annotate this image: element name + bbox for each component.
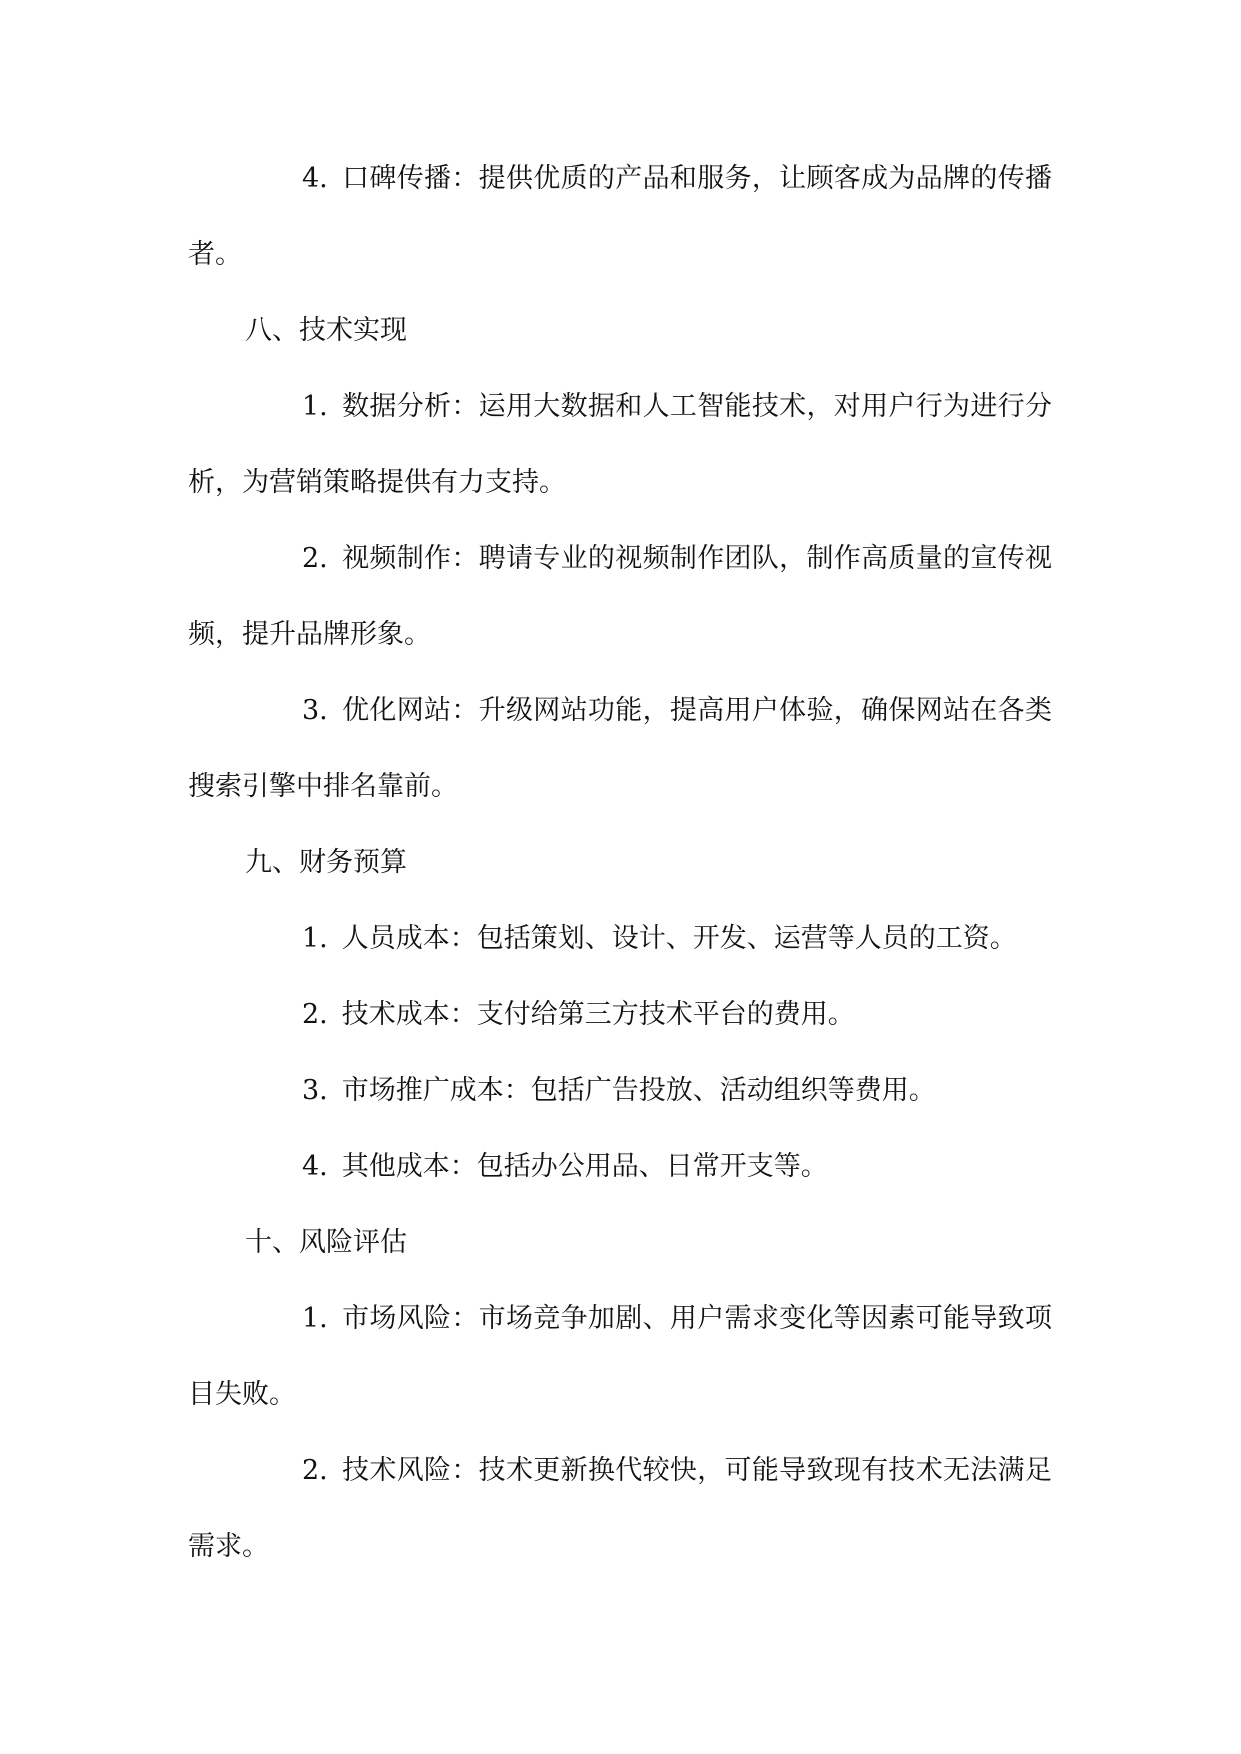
list-number: 3. [302, 1075, 328, 1106]
heading-text: 十、风险评估 [245, 1227, 407, 1258]
list-item-staff-cost [188, 901, 1052, 977]
paragraph-text: 技术风险：技术更新换代较快，可能导致现有技术无法满足需求。 [188, 1455, 1052, 1562]
heading-text: 九、财务预算 [245, 847, 407, 878]
paragraph-text: 数据分析：运用大数据和人工智能技术，对用户行为进行分析，为营销策略提供有力支持。 [188, 391, 1052, 498]
paragraph-text: 市场推广成本：包括广告投放、活动组织等费用。 [341, 1075, 936, 1106]
list-item-market-risk [188, 1281, 1052, 1433]
list-item-word-of-mouth [188, 141, 1052, 293]
list-number: 4. [302, 1151, 328, 1182]
list-item-technology-risk [188, 1433, 1052, 1585]
paragraph-text: 市场风险：市场竞争加剧、用户需求变化等因素可能导致项目失败。 [188, 1303, 1052, 1410]
document-body [188, 141, 1052, 1585]
list-item-marketing-cost [188, 1053, 1052, 1129]
list-item-data-analysis [188, 369, 1052, 521]
list-item-other-cost [188, 1129, 1052, 1205]
list-number: 3. [302, 695, 328, 726]
list-item-technology-cost [188, 977, 1052, 1053]
list-item-video-production [188, 521, 1052, 673]
list-number: 2. [302, 1455, 328, 1486]
section-heading-budget [188, 825, 1052, 901]
section-heading-risk [188, 1205, 1052, 1281]
list-number: 1. [302, 1303, 328, 1334]
list-number: 1. [302, 923, 328, 954]
paragraph-text: 优化网站：升级网站功能，提高用户体验，确保网站在各类搜索引擎中排名靠前。 [188, 695, 1052, 802]
list-number: 2. [302, 999, 328, 1030]
list-item-website-optimization [188, 673, 1052, 825]
heading-text: 八、技术实现 [245, 315, 407, 346]
list-number: 4. [302, 163, 328, 194]
list-number: 2. [302, 543, 328, 574]
paragraph-text: 人员成本：包括策划、设计、开发、运营等人员的工资。 [341, 923, 1017, 954]
paragraph-text: 其他成本：包括办公用品、日常开支等。 [341, 1151, 828, 1182]
paragraph-text: 技术成本：支付给第三方技术平台的费用。 [341, 999, 855, 1030]
list-number: 1. [302, 391, 328, 422]
paragraph-text: 口碑传播：提供优质的产品和服务，让顾客成为品牌的传播者。 [188, 163, 1052, 270]
paragraph-text: 视频制作：聘请专业的视频制作团队，制作高质量的宣传视频，提升品牌形象。 [188, 543, 1052, 650]
section-heading-technology [188, 293, 1052, 369]
